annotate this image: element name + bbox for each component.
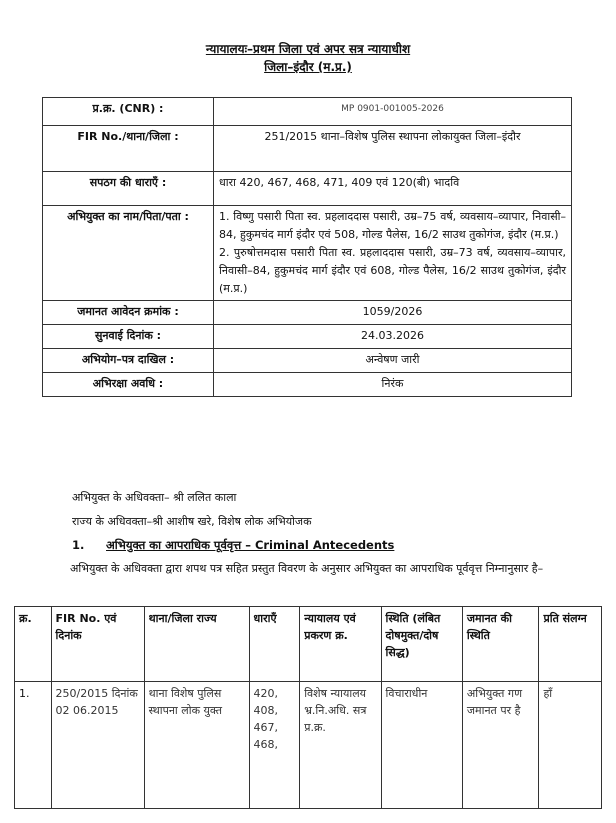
info-row-hearing [43,325,572,349]
chargesheet-label: अभियोग–पत्र दाखिल : [43,349,214,373]
cell-sections: 420, 408, 467, 468, [249,682,300,809]
section-number: 1. [72,538,85,552]
col-header-sno: क्र. [15,607,52,682]
custody-value: निरंक [214,373,572,397]
cnr-value: MP 0901-001005-2026 [214,98,572,126]
cell-copy: हाँ [539,682,602,809]
info-row-cnr [43,98,572,126]
info-row-accused [43,206,572,301]
cnr-label: प्र.क्र. (CNR) : [43,98,214,126]
chargesheet-value: अन्वेषण जारी [214,349,572,373]
custody-label: अभिरक्षा अवधि : [43,373,214,397]
col-header-fir: FIR No. एवं दिनांक [51,607,144,682]
table-row [15,682,602,809]
fir-value: 251/2015 थाना–विशेष पुलिस स्थापना लोकायुक्त जिला–इंदौर [214,126,572,172]
bail-no-value: 1059/2026 [214,301,572,325]
col-header-status: स्थिति (लंबित दोषमुक्त/दोष सिद्ध) [381,607,462,682]
sections-label: सपठग की धाराएँ : [43,172,214,206]
case-info-table [42,97,572,397]
info-row-sections [43,172,572,206]
cell-station: थाना विशेष पुलिस स्थापना लोक युक्त [144,682,249,809]
fir-label: FIR No./थाना/जिला : [43,126,214,172]
col-header-court: न्यायालय एवं प्रकरण क्र. [300,607,381,682]
cell-court: विशेष न्यायालय भ्र.नि.अधि. सत्र प्र.क्र. [300,682,381,809]
col-header-station: थाना/जिला राज्य [144,607,249,682]
sections-value: धारा 420, 467, 468, 471, 409 एवं 120(बी) भादवि [214,172,572,206]
info-row-fir [43,126,572,172]
col-header-sections: धाराएँ [249,607,300,682]
cell-status: विचाराधीन [381,682,462,809]
hearing-label: सुनवाई दिनांक : [43,325,214,349]
accused-label: अभियुक्त का नाम/पिता/पता : [43,206,214,301]
district-heading: जिला–इंदौर (म.प्र.) [264,60,352,74]
info-row-custody [43,373,572,397]
table-header-row [15,607,602,682]
info-row-chargesheet [43,349,572,373]
bail-no-label: जमानत आवेदन क्रमांक : [43,301,214,325]
cell-fir: 250/2015 दिनांक 02 06.2015 [51,682,144,809]
cell-bail: अभियुक्त गण जमानत पर है [462,682,539,809]
antecedents-paragraph: अभियुक्त के अधिवक्ता द्वारा शपथ पत्र सहित प्रस्तुत विवरण के अनुसार अभियुक्त का आपराधिक पूर्ववृत्त निम्नानुसार है– [70,562,544,575]
criminal-antecedents-table [14,606,602,809]
court-heading: न्यायालयः–प्रथम जिला एवं अपर सत्र न्यायाधीश [205,42,411,56]
state-advocate: राज्य के अधिवक्ता–श्री आशीष खरे, विशेष लोक अभियोजक [72,515,312,528]
section-heading [72,538,394,553]
accused-advocate: अभियुक्त के अधिवक्ता– श्री ललित काला [72,491,237,504]
col-header-copy: प्रति संलग्न [539,607,602,682]
section-title: अभियुक्त का आपराधिक पूर्ववृत्त – Criminal Antecedents [106,538,395,552]
accused-value: 1. विष्णु पसारी पिता स्व. प्रहलाददास पसारी, उम्र–75 वर्ष, व्यवसाय–व्यापार, निवासी–84, हुकुमचंद मार्ग इंदौर एवं 508, गोल्ड पैलेस, 16/2 साउथ तुकोगंज, इंदौर (म.प्र.) 2. पुरुषोत्तमदास पसारी पिता स्व. प्रहलाददास पसारी, उम्र–73 वर्ष, व्यवसाय–व्यापार, निवासी–84, हुकुमचंद मार्ग इंदौर एवं 608, गोल्ड पैलेस, 16/2 साउथ तुकोगंज, इंदौर (म.प्र.) [214,206,572,301]
info-row-bail-no [43,301,572,325]
hearing-value: 24.03.2026 [214,325,572,349]
cell-sno: 1. [15,682,52,809]
col-header-bail: जमानत की स्थिति [462,607,539,682]
